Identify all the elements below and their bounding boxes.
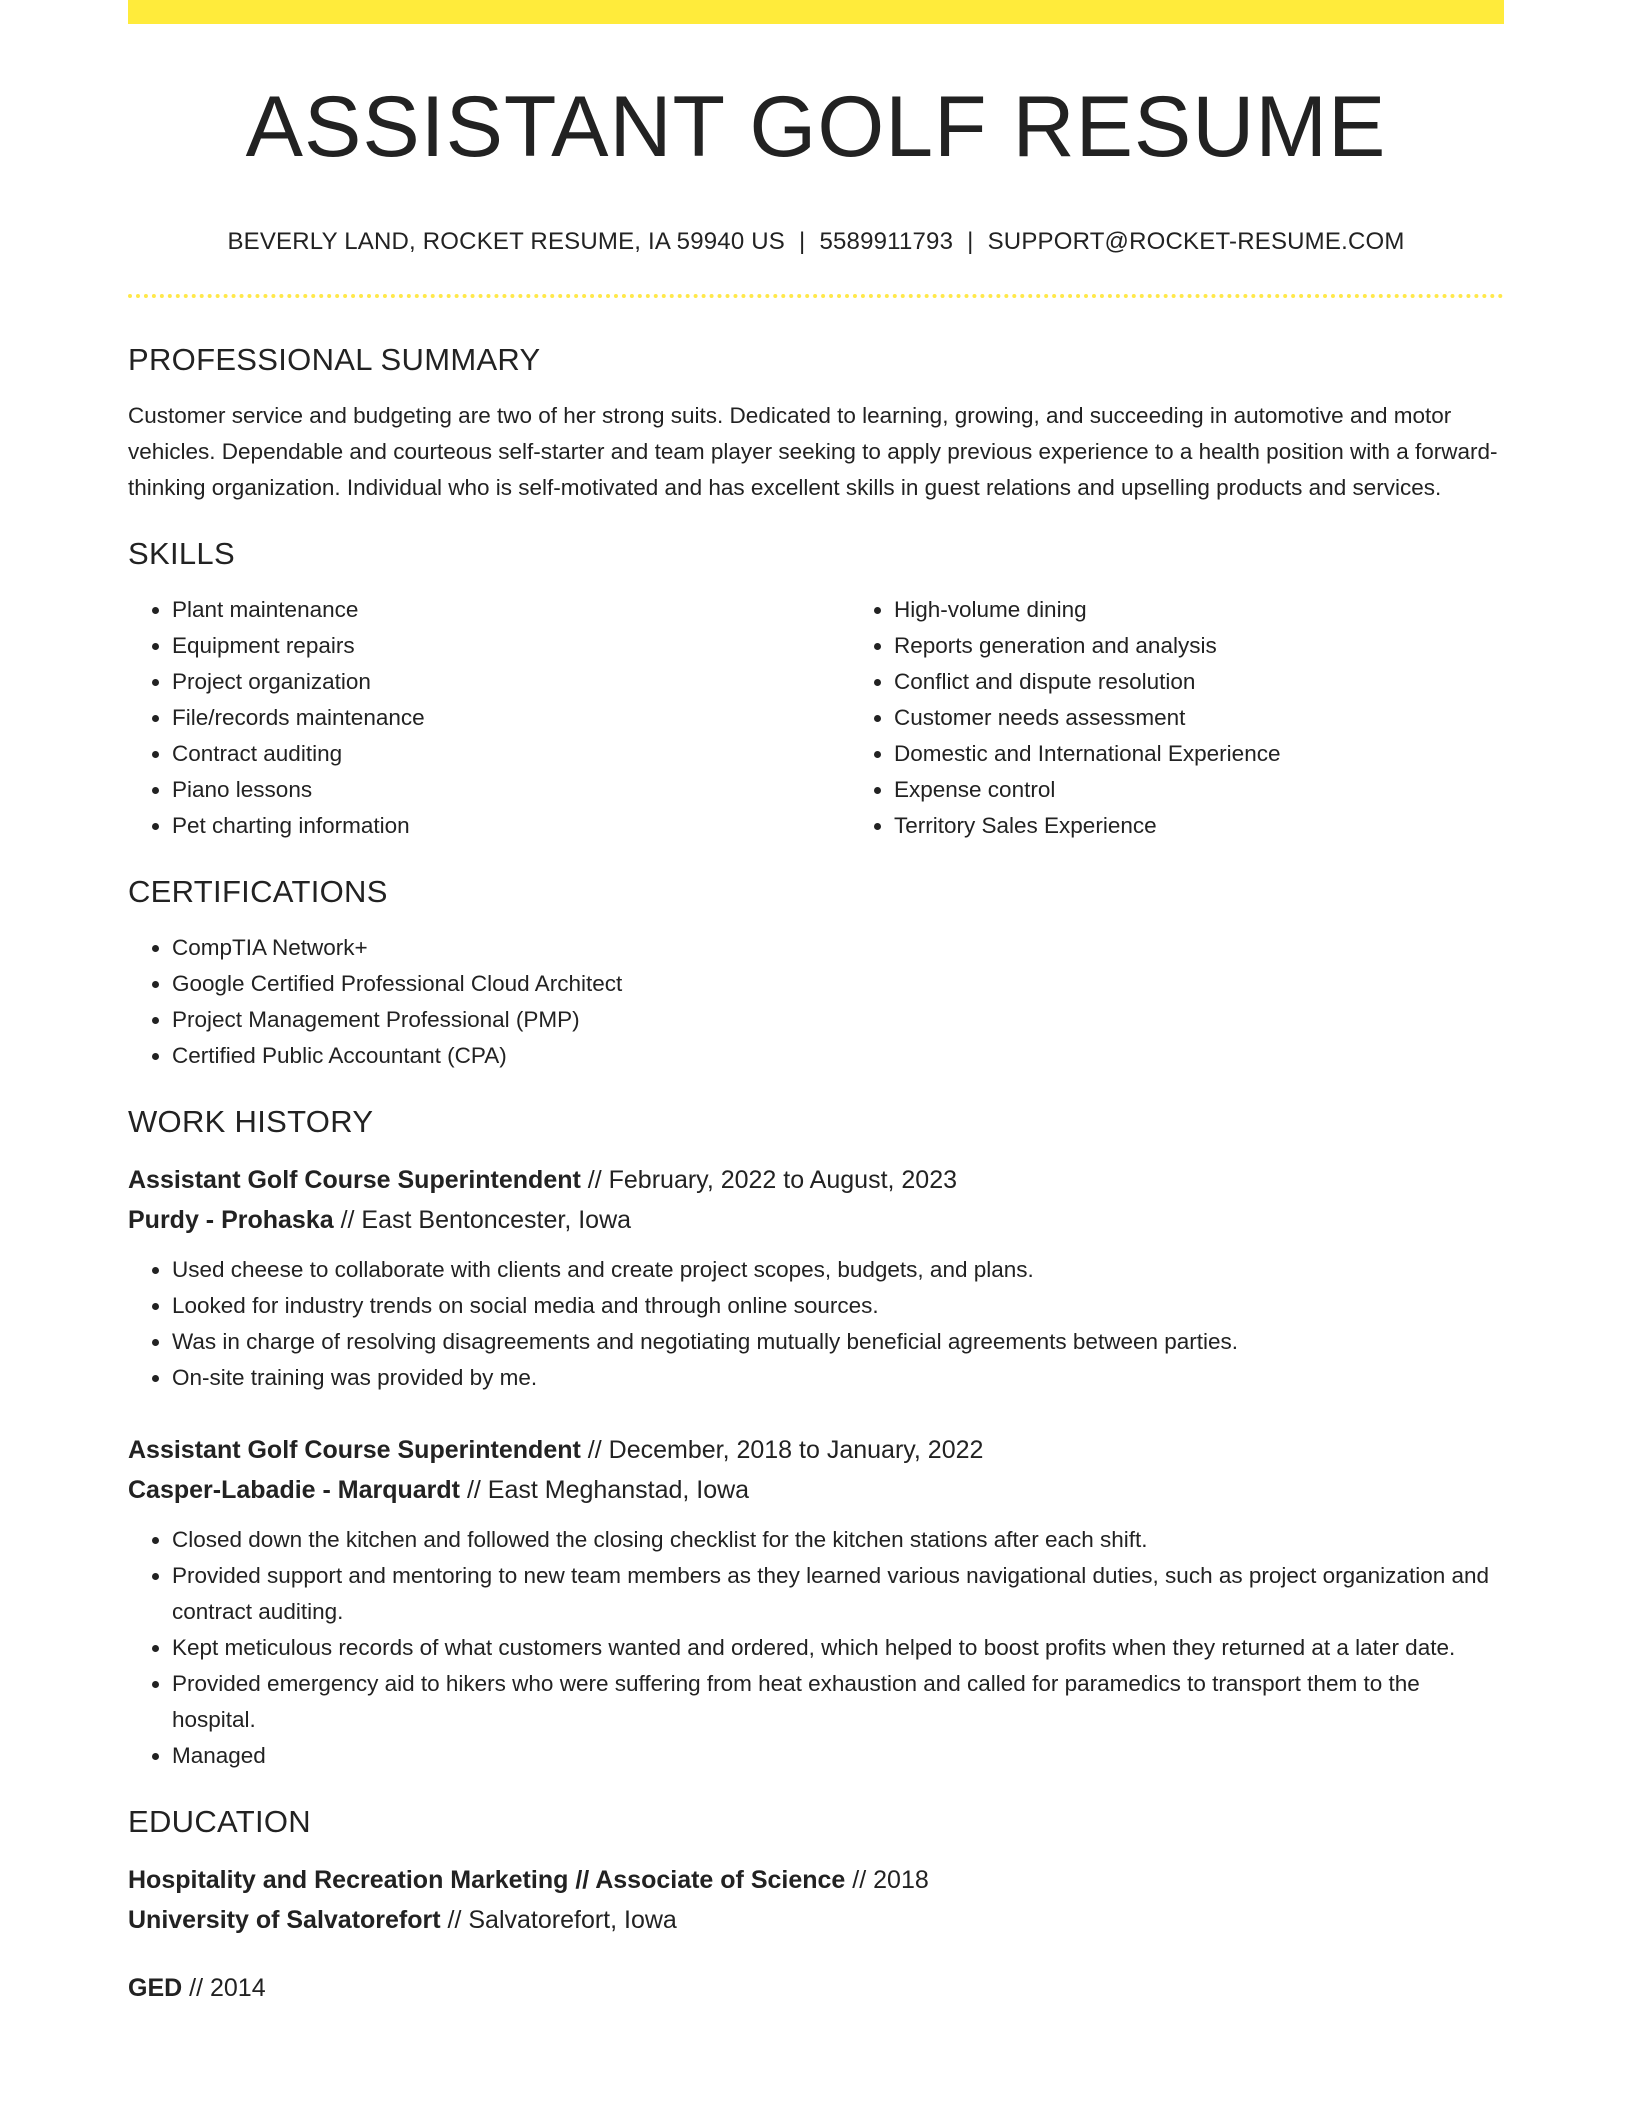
contact-address: BEVERLY LAND, ROCKET RESUME, IA 59940 US <box>227 228 785 255</box>
job-entry <box>128 1430 1504 1774</box>
section-heading-skills: SKILLS <box>128 536 235 571</box>
skill-item: • Territory Sales Experience <box>894 808 1572 844</box>
job-location: // East Bentoncester, Iowa <box>340 1206 632 1234</box>
job-bullet: • Kept meticulous records of what customers wanted and ordered, which helped to boost profits when they returned at a later date. <box>172 1630 1504 1666</box>
skill-item: • Customer needs assessment <box>894 700 1572 736</box>
skill-item: • High-volume dining <box>894 592 1572 628</box>
certifications-list <box>128 930 1504 1074</box>
section-heading-certifications: CERTIFICATIONS <box>128 874 388 909</box>
job-bullet: • Looked for industry trends on social media and through online sources. <box>172 1288 1504 1324</box>
job-title: Assistant Golf Course Superintendent <box>128 1166 581 1194</box>
section-heading-work-history: WORK HISTORY <box>128 1104 374 1139</box>
job-bullet: • Was in charge of resolving disagreements and negotiating mutually beneficial agreements between parties. <box>172 1324 1504 1360</box>
skill-item: • Pet charting information <box>172 808 850 844</box>
job-title-line <box>128 1160 1504 1200</box>
education-degree: GED <box>128 1974 183 2002</box>
skill-item: • Equipment repairs <box>172 628 850 664</box>
top-accent-bar <box>128 0 1504 24</box>
education-school: University of Salvatorefort <box>128 1906 441 1934</box>
skill-item: • Domestic and International Experience <box>894 736 1572 772</box>
education-entry <box>128 1968 1504 2008</box>
skill-item: • Reports generation and analysis <box>894 628 1572 664</box>
job-bullet: • On-site training was provided by me. <box>172 1360 1504 1396</box>
resume-page <box>128 0 1504 2008</box>
resume-title: ASSISTANT GOLF RESUME <box>245 79 1387 175</box>
education-year: // 2014 <box>189 1974 266 2002</box>
skill-item: • Piano lessons <box>172 772 850 808</box>
skill-item: • Project organization <box>172 664 850 700</box>
skills-columns <box>128 592 1504 844</box>
job-title-line <box>128 1430 1504 1470</box>
job-entry <box>128 1160 1504 1396</box>
job-company: Casper-Labadie - Marquardt <box>128 1476 461 1504</box>
job-bullets <box>128 1522 1504 1774</box>
section-heading-summary: PROFESSIONAL SUMMARY <box>128 342 541 377</box>
skills-list-left <box>128 592 850 844</box>
education-location: // Salvatorefort, Iowa <box>447 1906 677 1934</box>
contact-separator: | <box>967 228 974 255</box>
certification-item: • Project Management Professional (PMP) <box>172 1002 1504 1038</box>
skill-item: • Conflict and dispute resolution <box>894 664 1572 700</box>
skills-list-right <box>850 592 1572 844</box>
education-degree: Hospitality and Recreation Marketing // Associate of Science <box>128 1866 846 1894</box>
certification-item: • Certified Public Accountant (CPA) <box>172 1038 1504 1074</box>
contact-phone: 5589911793 <box>819 228 954 255</box>
dotted-divider <box>128 294 1504 298</box>
job-company-line <box>128 1470 1504 1510</box>
job-bullet: • Managed <box>172 1738 1504 1774</box>
education-entry <box>128 1860 1504 1940</box>
job-dates: // February, 2022 to August, 2023 <box>587 1166 958 1194</box>
education-year: // 2018 <box>852 1866 929 1894</box>
job-company-line <box>128 1200 1504 1240</box>
job-bullet: • Provided support and mentoring to new team members as they learned various navigational duties, such as project organization and contract auditing. <box>172 1558 1504 1630</box>
certification-item: • CompTIA Network+ <box>172 930 1504 966</box>
job-bullet: • Provided emergency aid to hikers who were suffering from heat exhaustion and called for paramedics to transport them to the hospital. <box>172 1666 1504 1738</box>
education-degree-line <box>128 1860 1504 1900</box>
skill-item: • Plant maintenance <box>172 592 850 628</box>
job-location: // East Meghanstad, Iowa <box>466 1476 750 1504</box>
education-school-line <box>128 1900 1504 1940</box>
job-title: Assistant Golf Course Superintendent <box>128 1436 581 1464</box>
contact-email: SUPPORT@ROCKET-RESUME.COM <box>987 228 1405 255</box>
summary-text: Customer service and budgeting are two of her strong suits. Dedicated to learning, growing, and succeeding in automotive and motor vehicles. Dependable and courteous self-starter and team player seeking to apply previous experience to a health position with a forward-thinking organization. Individual who is self-motivated and has excellent skills in guest relations and upselling products and services. <box>128 403 1498 500</box>
skill-item: • Expense control <box>894 772 1572 808</box>
education-degree-line <box>128 1968 1504 2008</box>
job-company: Purdy - Prohaska <box>128 1206 334 1234</box>
skill-item: • File/records maintenance <box>172 700 850 736</box>
section-heading-education: EDUCATION <box>128 1804 311 1839</box>
contact-separator: | <box>799 228 806 255</box>
job-dates: // December, 2018 to January, 2022 <box>587 1436 984 1464</box>
job-bullet: • Closed down the kitchen and followed the closing checklist for the kitchen stations after each shift. <box>172 1522 1504 1558</box>
job-bullet: • Used cheese to collaborate with clients and create project scopes, budgets, and plans. <box>172 1252 1504 1288</box>
certification-item: • Google Certified Professional Cloud Architect <box>172 966 1504 1002</box>
job-bullets <box>128 1252 1504 1396</box>
contact-line <box>128 228 1504 256</box>
skill-item: • Contract auditing <box>172 736 850 772</box>
